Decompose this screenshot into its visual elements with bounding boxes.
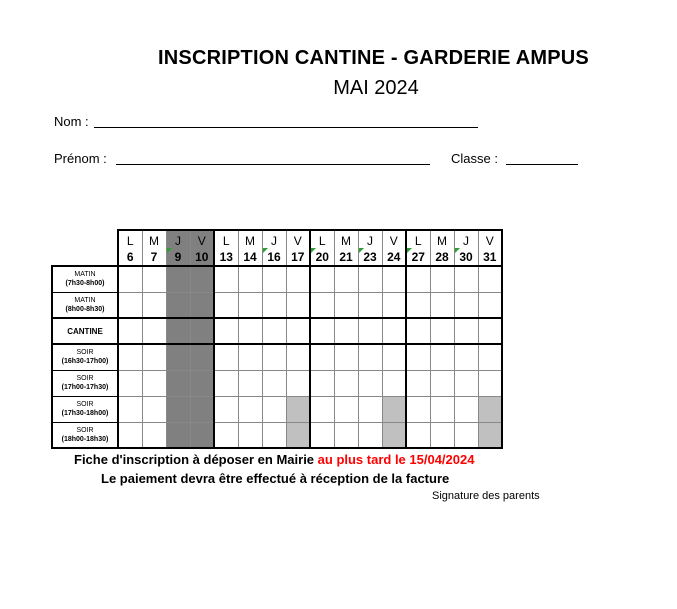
attendance-cell[interactable]	[238, 266, 262, 292]
closed-cell	[190, 266, 214, 292]
attendance-cell[interactable]	[430, 292, 454, 318]
attendance-cell[interactable]	[478, 370, 502, 396]
attendance-cell[interactable]	[310, 292, 334, 318]
day-letter: J	[175, 234, 181, 248]
day-number: 21	[339, 250, 353, 264]
day-letter: M	[149, 234, 159, 248]
attendance-cell[interactable]	[406, 370, 430, 396]
day-header	[262, 230, 286, 266]
attendance-cell[interactable]	[310, 344, 334, 370]
day-letter: M	[341, 234, 351, 248]
row-label	[52, 396, 118, 422]
closed-cell	[190, 370, 214, 396]
day-number: 27	[411, 250, 425, 264]
attendance-cell[interactable]	[478, 292, 502, 318]
attendance-cell[interactable]	[430, 422, 454, 448]
attendance-cell[interactable]	[358, 396, 382, 422]
attendance-cell[interactable]	[454, 266, 478, 292]
closed-cell	[190, 396, 214, 422]
attendance-cell[interactable]	[454, 292, 478, 318]
day-header	[478, 230, 502, 266]
unavailable-cell	[478, 396, 502, 422]
attendance-cell[interactable]	[142, 344, 166, 370]
attendance-cell[interactable]	[238, 318, 262, 344]
deposit-notice-text: Fiche d'inscription à déposer en Mairie	[74, 452, 318, 467]
row-label-main: MATIN	[74, 271, 96, 279]
row-label-main: SOIR	[76, 401, 94, 408]
day-letter: L	[222, 234, 230, 248]
attendance-cell[interactable]	[382, 344, 406, 370]
table-row	[52, 370, 502, 396]
closed-cell	[190, 422, 214, 448]
day-number: 28	[435, 250, 449, 264]
day-number: 9	[174, 250, 182, 264]
day-number: 14	[243, 250, 257, 264]
day-letter: J	[463, 234, 469, 248]
attendance-cell[interactable]	[118, 422, 142, 448]
closed-cell	[166, 396, 190, 422]
attendance-cell[interactable]	[454, 370, 478, 396]
row-label-sub: (7h30-8h00)	[65, 280, 105, 288]
attendance-cell[interactable]	[310, 318, 334, 344]
closed-cell	[166, 292, 190, 318]
attendance-cell[interactable]	[382, 370, 406, 396]
row-label	[52, 422, 118, 448]
day-header	[238, 230, 262, 266]
unavailable-cell	[478, 422, 502, 448]
attendance-cell[interactable]	[214, 292, 238, 318]
prenom-field[interactable]	[116, 164, 430, 165]
day-letter: L	[318, 234, 326, 248]
deadline-text: au plus tard le 15/04/2024	[317, 452, 475, 467]
attendance-cell[interactable]	[214, 422, 238, 448]
day-header	[334, 230, 358, 266]
day-header	[118, 230, 142, 266]
day-letter: L	[414, 234, 422, 248]
attendance-cell[interactable]	[214, 396, 238, 422]
attendance-cell[interactable]	[238, 292, 262, 318]
flag-marker	[311, 248, 316, 253]
attendance-cell[interactable]	[286, 318, 310, 344]
flag-marker	[455, 248, 460, 253]
day-header	[142, 230, 166, 266]
day-number: 7	[150, 250, 158, 264]
attendance-cell[interactable]	[310, 266, 334, 292]
attendance-cell[interactable]	[454, 318, 478, 344]
day-letter: V	[485, 234, 494, 248]
row-label-sub: (17h00-17h30)	[61, 384, 109, 391]
day-header	[214, 230, 238, 266]
attendance-cell[interactable]	[478, 318, 502, 344]
day-letter: V	[389, 234, 398, 248]
attendance-cell[interactable]	[358, 292, 382, 318]
attendance-cell[interactable]	[454, 396, 478, 422]
day-header	[430, 230, 454, 266]
attendance-cell[interactable]	[262, 266, 286, 292]
attendance-cell[interactable]	[406, 344, 430, 370]
day-number: 24	[387, 250, 401, 264]
table-corner	[52, 230, 118, 266]
attendance-cell[interactable]	[334, 344, 358, 370]
day-header	[382, 230, 406, 266]
day-header	[286, 230, 310, 266]
closed-cell	[190, 292, 214, 318]
table-row	[52, 422, 502, 448]
attendance-cell[interactable]	[286, 370, 310, 396]
day-number: 6	[126, 250, 134, 264]
attendance-cell[interactable]	[454, 344, 478, 370]
attendance-cell[interactable]	[358, 370, 382, 396]
day-header	[358, 230, 382, 266]
attendance-cell[interactable]	[262, 344, 286, 370]
nom-label: Nom :	[54, 114, 89, 129]
classe-label: Classe :	[451, 151, 498, 166]
closed-cell	[190, 318, 214, 344]
row-label-sub: (8h00-8h30)	[65, 305, 105, 313]
table-row	[52, 344, 502, 370]
attendance-cell[interactable]	[358, 422, 382, 448]
day-number: 10	[195, 250, 209, 264]
nom-field[interactable]	[94, 127, 478, 128]
attendance-cell[interactable]	[406, 422, 430, 448]
day-number: 23	[363, 250, 377, 264]
attendance-cell[interactable]	[334, 370, 358, 396]
table-row	[52, 318, 502, 344]
row-label-sub: (18h00-18h30)	[61, 435, 109, 443]
attendance-cell[interactable]	[430, 370, 454, 396]
day-number: 17	[291, 250, 305, 264]
prenom-label: Prénom :	[54, 151, 107, 166]
attendance-cell[interactable]	[214, 318, 238, 344]
attendance-cell[interactable]	[142, 422, 166, 448]
attendance-cell[interactable]	[310, 422, 334, 448]
table-row	[52, 266, 502, 292]
page-title: INSCRIPTION CANTINE - GARDERIE AMPUS	[158, 47, 589, 69]
attendance-cell[interactable]	[142, 266, 166, 292]
attendance-cell[interactable]	[142, 396, 166, 422]
attendance-calendar	[51, 229, 503, 449]
attendance-cell[interactable]	[406, 396, 430, 422]
attendance-cell[interactable]	[238, 396, 262, 422]
closed-cell	[166, 344, 190, 370]
attendance-cell[interactable]	[286, 344, 310, 370]
attendance-cell[interactable]	[118, 266, 142, 292]
row-label-main: MATIN	[74, 296, 96, 304]
signature-label: Signature des parents	[432, 490, 540, 502]
day-letter: M	[437, 234, 447, 248]
row-label-sub: (17h30-18h00)	[61, 410, 109, 417]
row-label-sub: (16h30-17h00)	[61, 358, 109, 366]
row-label-main: SOIR	[76, 349, 94, 357]
day-letter: V	[293, 234, 302, 248]
attendance-cell[interactable]	[262, 318, 286, 344]
attendance-cell[interactable]	[478, 344, 502, 370]
row-label-main: SOIR	[76, 375, 94, 382]
row-label-main: CANTINE	[67, 326, 103, 336]
attendance-cell[interactable]	[334, 318, 358, 344]
day-letter: J	[271, 234, 277, 248]
flag-marker	[167, 248, 172, 253]
day-letter: J	[367, 234, 373, 248]
attendance-cell[interactable]	[262, 370, 286, 396]
attendance-cell[interactable]	[454, 422, 478, 448]
flag-marker	[407, 248, 412, 253]
attendance-cell[interactable]	[358, 318, 382, 344]
unavailable-cell	[382, 396, 406, 422]
attendance-cell[interactable]	[334, 396, 358, 422]
day-number: 20	[315, 250, 329, 264]
day-number: 31	[483, 250, 497, 264]
row-label	[52, 266, 118, 292]
attendance-cell[interactable]	[382, 318, 406, 344]
attendance-cell[interactable]	[118, 318, 142, 344]
table-row	[52, 396, 502, 422]
day-letter: M	[245, 234, 255, 248]
attendance-cell[interactable]	[142, 370, 166, 396]
attendance-cell[interactable]	[214, 370, 238, 396]
attendance-cell[interactable]	[334, 422, 358, 448]
closed-cell	[166, 266, 190, 292]
day-header	[310, 230, 334, 266]
attendance-cell[interactable]	[118, 396, 142, 422]
attendance-cell[interactable]	[310, 370, 334, 396]
closed-cell	[166, 370, 190, 396]
row-label-main: SOIR	[76, 426, 94, 434]
closed-cell	[166, 422, 190, 448]
attendance-cell[interactable]	[430, 396, 454, 422]
flag-marker	[263, 248, 268, 253]
attendance-cell[interactable]	[214, 266, 238, 292]
attendance-cell[interactable]	[262, 396, 286, 422]
day-header-row	[52, 230, 502, 266]
unavailable-cell	[382, 422, 406, 448]
attendance-cell[interactable]	[382, 292, 406, 318]
attendance-cell[interactable]	[238, 422, 262, 448]
attendance-cell[interactable]	[118, 344, 142, 370]
attendance-cell[interactable]	[142, 318, 166, 344]
day-number: 16	[267, 250, 281, 264]
flag-marker	[359, 248, 364, 253]
attendance-cell[interactable]	[430, 344, 454, 370]
closed-cell	[190, 344, 214, 370]
attendance-cell[interactable]	[406, 292, 430, 318]
attendance-cell[interactable]	[430, 318, 454, 344]
attendance-cell[interactable]	[214, 344, 238, 370]
payment-notice: Le paiement devra être effectué à réception de la facture	[101, 471, 450, 486]
day-number: 30	[459, 250, 473, 264]
classe-field[interactable]	[506, 164, 578, 165]
row-label	[52, 292, 118, 318]
unavailable-cell	[286, 396, 310, 422]
day-header	[166, 230, 190, 266]
day-header	[406, 230, 430, 266]
attendance-cell[interactable]	[238, 344, 262, 370]
attendance-cell[interactable]	[406, 318, 430, 344]
day-letter: L	[126, 234, 134, 248]
attendance-cell[interactable]	[262, 422, 286, 448]
attendance-cell[interactable]	[142, 292, 166, 318]
attendance-cell[interactable]	[310, 396, 334, 422]
day-number: 13	[219, 250, 233, 264]
attendance-cell[interactable]	[286, 292, 310, 318]
attendance-cell[interactable]	[118, 292, 142, 318]
attendance-cell[interactable]	[382, 266, 406, 292]
attendance-cell[interactable]	[358, 266, 382, 292]
attendance-cell[interactable]	[262, 292, 286, 318]
day-header	[454, 230, 478, 266]
day-letter: V	[197, 234, 206, 248]
row-label	[52, 344, 118, 370]
attendance-cell[interactable]	[358, 344, 382, 370]
attendance-cell[interactable]	[334, 292, 358, 318]
day-header	[190, 230, 214, 266]
closed-cell	[166, 318, 190, 344]
attendance-cell[interactable]	[286, 266, 310, 292]
deposit-notice	[0, 452, 677, 467]
attendance-cell[interactable]	[334, 266, 358, 292]
attendance-cell[interactable]	[430, 266, 454, 292]
attendance-cell[interactable]	[118, 370, 142, 396]
row-label	[52, 370, 118, 396]
table-row	[52, 292, 502, 318]
month-subtitle: MAI 2024	[333, 77, 419, 99]
row-label	[52, 318, 118, 344]
attendance-cell[interactable]	[406, 266, 430, 292]
attendance-cell[interactable]	[238, 370, 262, 396]
unavailable-cell	[286, 422, 310, 448]
attendance-cell[interactable]	[478, 266, 502, 292]
